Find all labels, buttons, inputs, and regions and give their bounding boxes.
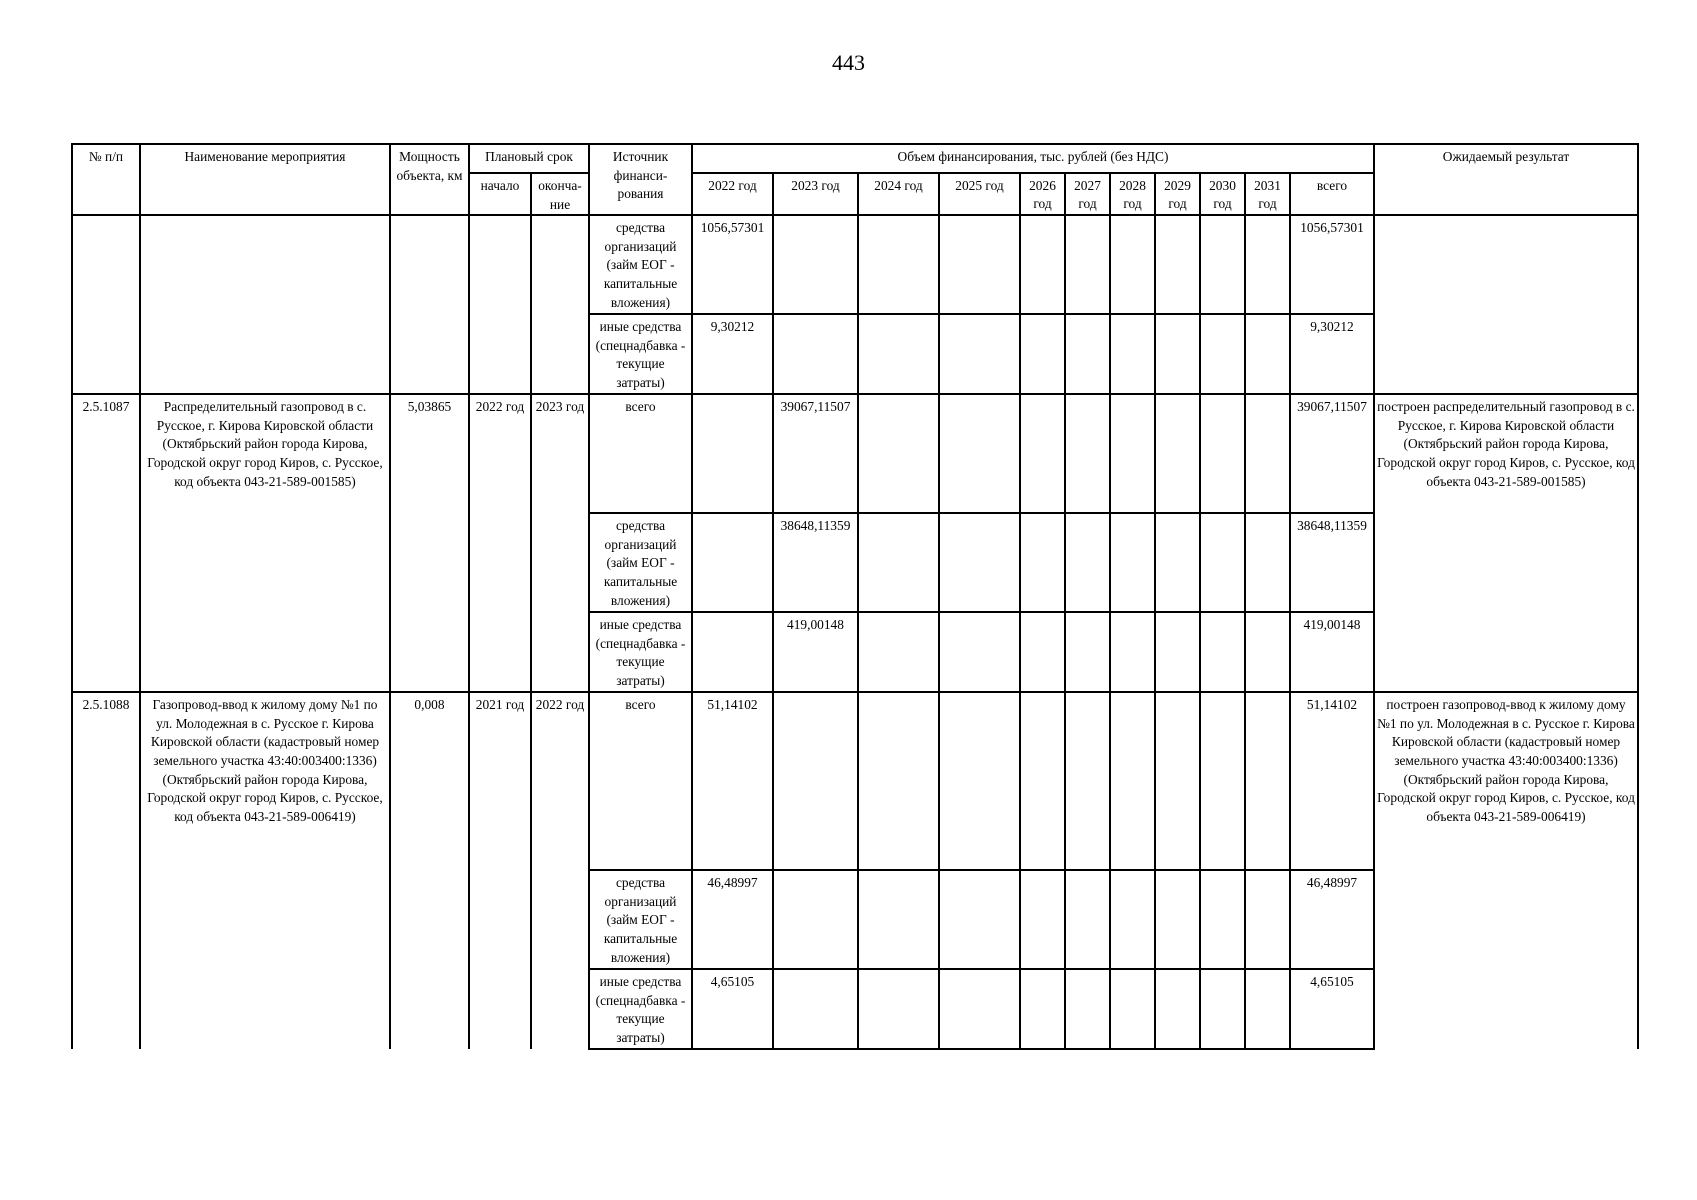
- row-capacity: 5,03865: [390, 394, 469, 692]
- header-period: Плановый срок: [469, 144, 589, 173]
- row-end: 2022 год: [531, 692, 589, 1048]
- value-cell: 1056,57301: [1290, 215, 1374, 314]
- source-cell: средства организаций (займ ЕОГ - капитальные вложения): [589, 215, 692, 314]
- row-number: 2.5.1087: [72, 394, 140, 692]
- header-year-2027: 2027 год: [1065, 173, 1110, 215]
- source-cell: средства организаций (займ ЕОГ - капитальные вложения): [589, 513, 692, 612]
- value-cell: 46,48997: [1290, 870, 1374, 969]
- header-year-2024: 2024 год: [858, 173, 939, 215]
- table-row: [72, 692, 1638, 870]
- header-start: начало: [469, 173, 531, 215]
- value-cell: 38648,11359: [1290, 513, 1374, 612]
- header-total: всего: [1290, 173, 1374, 215]
- source-cell: иные средства (спецнадбавка - текущие затраты): [589, 314, 692, 394]
- value-cell: 9,30212: [1290, 314, 1374, 394]
- value-cell: 51,14102: [692, 692, 773, 870]
- source-cell: всего: [589, 692, 692, 870]
- value-cell: 4,65105: [692, 969, 773, 1048]
- row-name: Газопровод-ввод к жилому дому №1 по ул. Молодежная в с. Русское г. Кирова Кировской области (кадастровый номер земельного участка 43:40:003400:1336) (Октябрьский район города Кирова, Городской округ город Киров, с. Русское, код объекта 043-21-589-006419): [140, 692, 390, 1048]
- page-number: 443: [832, 50, 865, 75]
- value-cell: 419,00148: [1290, 612, 1374, 692]
- source-cell: всего: [589, 394, 692, 513]
- header-year-2031: 2031 год: [1245, 173, 1290, 215]
- table-row: [72, 394, 1638, 513]
- row-number: 2.5.1088: [72, 692, 140, 1048]
- header-end: оконча-ние: [531, 173, 589, 215]
- header-year-2025: 2025 год: [939, 173, 1020, 215]
- source-cell: иные средства (спецнадбавка - текущие затраты): [589, 612, 692, 692]
- value-cell: 39067,11507: [773, 394, 858, 513]
- header-year-2030: 2030 год: [1200, 173, 1245, 215]
- row-result: построен газопровод-ввод к жилому дому №1 по ул. Молодежная в с. Русское г. Кирова Кировской области (кадастровый номер земельного участка 43:40:003400:1336) (Октябрьский район города Кирова, Городской округ город Киров, с. Русское, код объекта 043-21-589-006419): [1374, 692, 1638, 1048]
- header-num: № п/п: [72, 144, 140, 215]
- table-row: [72, 215, 1638, 314]
- value-cell: 4,65105: [1290, 969, 1374, 1048]
- value-cell: 51,14102: [1290, 692, 1374, 870]
- value-cell: 1056,57301: [692, 215, 773, 314]
- header-year-2026: 2026 год: [1020, 173, 1065, 215]
- row-start: 2021 год: [469, 692, 531, 1048]
- row-start: 2022 год: [469, 394, 531, 692]
- funding-table: [71, 143, 1639, 1050]
- source-cell: иные средства (спецнадбавка - текущие затраты): [589, 969, 692, 1048]
- value-cell: 419,00148: [773, 612, 858, 692]
- row-name: Распределительный газопровод в с. Русское, г. Кирова Кировской области (Октябрьский район города Кирова, Городской округ город Киров, с. Русское, код объекта 043-21-589-001585): [140, 394, 390, 692]
- value-cell: 39067,11507: [1290, 394, 1374, 513]
- header-source: Источник финанси-рования: [589, 144, 692, 215]
- header-capacity: Мощность объекта, км: [390, 144, 469, 215]
- row-result: построен распределительный газопровод в с. Русское, г. Кирова Кировской области (Октябрьский район города Кирова, Городской округ город Киров, с. Русское, код объекта 043-21-589-001585): [1374, 394, 1638, 692]
- source-cell: средства организаций (займ ЕОГ - капитальные вложения): [589, 870, 692, 969]
- value-cell: 46,48997: [692, 870, 773, 969]
- header-year-2029: 2029 год: [1155, 173, 1200, 215]
- row-end: 2023 год: [531, 394, 589, 692]
- header-name: Наименование мероприятия: [140, 144, 390, 215]
- header-year-2022: 2022 год: [692, 173, 773, 215]
- row-capacity: 0,008: [390, 692, 469, 1048]
- header-year-2028: 2028 год: [1110, 173, 1155, 215]
- header-result: Ожидаемый результат: [1374, 144, 1638, 215]
- value-cell: 9,30212: [692, 314, 773, 394]
- header-year-2023: 2023 год: [773, 173, 858, 215]
- header-funding: Объем финансирования, тыс. рублей (без НДС): [692, 144, 1374, 173]
- value-cell: 38648,11359: [773, 513, 858, 612]
